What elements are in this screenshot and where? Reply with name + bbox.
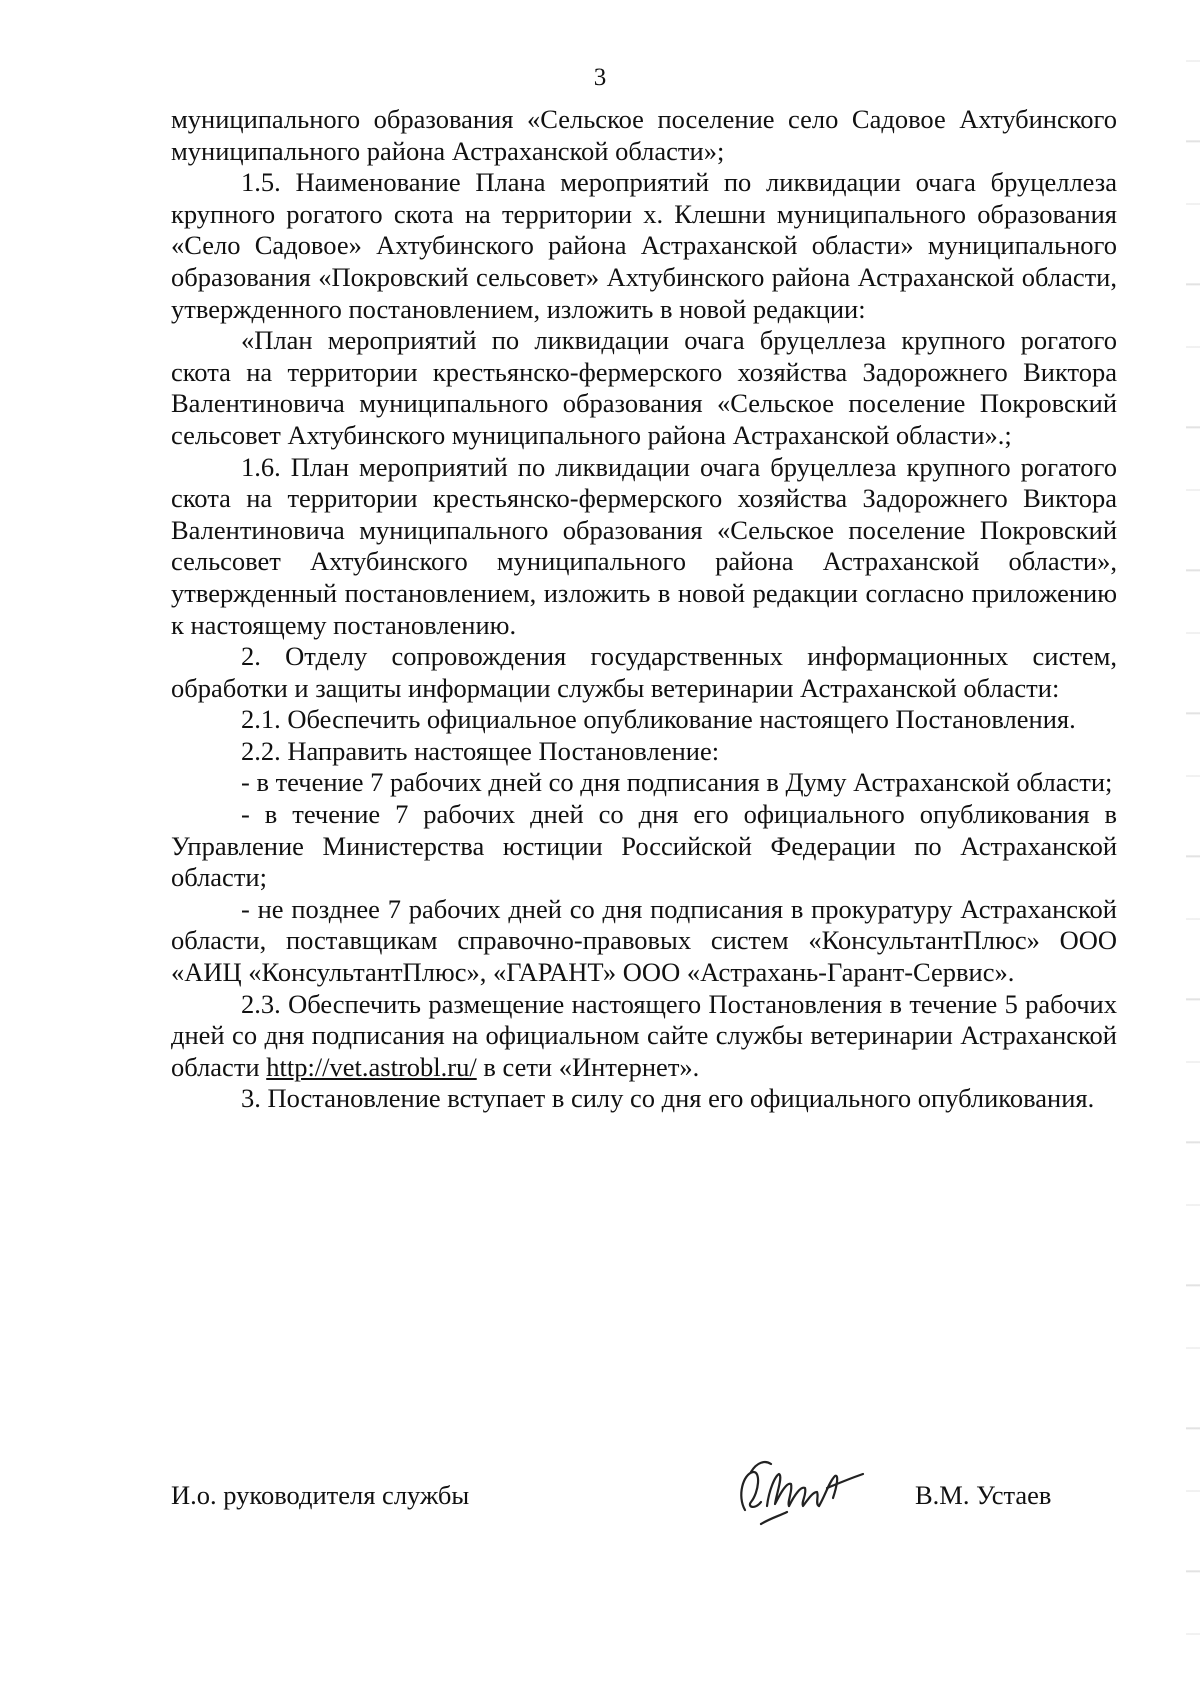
list-item-duma: - в течение 7 рабочих дней со дня подписания в Думу Астраханской области; [241,767,1113,798]
signature-block [171,1452,1071,1542]
paragraph-plan-title: «План мероприятий по ликвидации очага бруцеллеза крупного рогатого скота на территории крестьянско-фермерского хозяйства Задорожнего Виктора Валентиновича муниципального образования «Сельское поселение Покровский сельсовет Ахтубинского муниципального района Астраханской области».; [171,325,1117,450]
website-link[interactable]: http://vet.astrobl.ru/ [266,1051,477,1082]
paragraph-1-5: 1.5. Наименование Плана мероприятий по ликвидации очага бруцеллеза крупного рогатого скота на территории х. Клешни муниципального образования «Село Садовое» Ахтубинского района Астраханской области» муниципального образования «Покровский сельсовет» Ахтубинского района Астраханской области, утвержденного постановлением, изложить в новой редакции: [171,167,1117,324]
paragraph-2-3-text: 2.3. Обеспечить размещение настоящего Постановления в течение 5 рабочих дней со дня подписания на официальном сайте службы ветеринарии Астраханской области [171,988,1117,1082]
paragraph-2-1: 2.1. Обеспечить официальное опубликование настоящего Постановления. [241,704,1076,735]
page-number: 3 [593,64,607,91]
paragraph-2: 2. Отделу сопровождения государственных информационных систем, обработки и защиты информации службы ветеринарии Астраханской области: [171,641,1117,703]
signer-title: И.о. руководителя службы [171,1480,470,1510]
handwritten-signature [731,1452,881,1532]
paragraph-2-3-tail: в сети «Интернет». [476,1051,700,1082]
paragraph-continuation: муниципального образования «Сельское поселение село Садовое Ахтубинского муниципального района Астраханской области»; [171,104,1117,166]
paragraph-2-2: 2.2. Направить настоящее Постановление: [241,735,720,766]
list-item-ministry: - в течение 7 рабочих дней со дня его официального опубликования в Управление Министерства юстиции Российской Федерации по Астраханской области; [171,799,1117,893]
document-body [171,104,1117,1115]
paragraph-3: 3. Постановление вступает в силу со дня его официального опубликования. [241,1083,1095,1114]
list-item-prosecutor: - не позднее 7 рабочих дней со дня подписания в прокуратуру Астраханской области, поставщикам справочно-правовых систем «КонсультантПлюс» ООО «АИЦ «КонсультантПлюс», «ГАРАНТ» ООО «Астрахань-Гарант-Сервис». [171,893,1117,988]
paragraph-2-3 [171,989,1117,1084]
scan-edge [1186,0,1200,1686]
signer-name: В.М. Устаев [915,1480,1052,1510]
paragraph-1-6: 1.6. План мероприятий по ликвидации очага бруцеллеза крупного рогатого скота на территории крестьянско-фермерского хозяйства Задорожнего Виктора Валентиновича муниципального образования «Сельское поселение Покровский сельсовет Ахтубинского муниципального района Астраханской области», утвержденный постановлением, изложить в новой редакции согласно приложению к настоящему постановлению. [171,451,1117,640]
